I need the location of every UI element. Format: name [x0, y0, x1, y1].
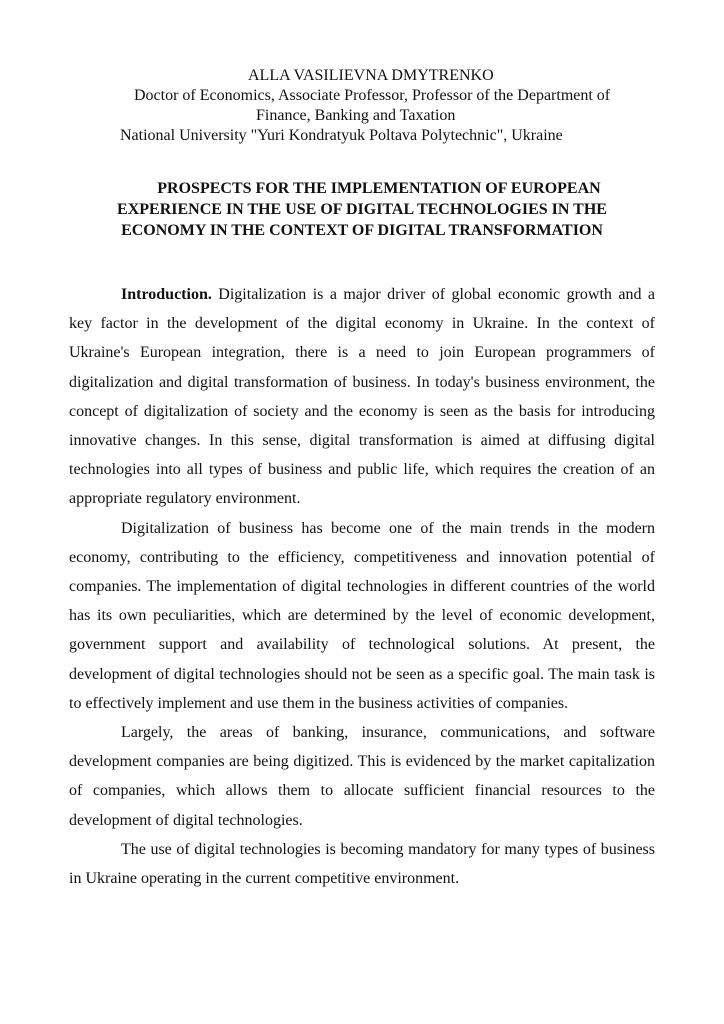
title-line-2: EXPERIENCE IN THE USE OF DIGITAL TECHNOLOGIES IN THE	[117, 201, 607, 218]
paper-title	[70, 178, 654, 241]
paragraph-introduction	[69, 280, 655, 514]
author-affiliation: National University "Yuri Kondratyuk Poltava Polytechnic", Ukraine	[120, 127, 563, 144]
intro-label: Introduction.	[121, 286, 212, 303]
paragraph-4: The use of digital technologies is becoming mandatory for many types of business in Ukraine operating in the current competitive environment.	[69, 840, 655, 888]
paragraph-1-text: Digitalization is a major driver of global economic growth and a key factor in the development of the digital economy in Ukraine. In the context of Ukraine's European integration, there is a need to join European programmers of digitalization and digital transformation of business. In today's business environment, the concept of digitalization of society and the economy is seen as the basis for introducing innovative changes. In this sense, digital transformation is aimed at diffusing digital technologies into all types of business and public life, which requires the creation of an appropriate regulatory environment.	[69, 286, 656, 508]
author-name: ALLA VASILIEVNA DMYTRENKO	[248, 67, 494, 84]
paragraph-2: Digitalization of business has become one of the main trends in the modern economy, contributing to the efficiency, competitiveness and innovation potential of companies. The implementation of digital technologies in different countries of the world has its own peculiarities, which are determined by the level of economic development, government support and availability of technological solutions. At present, the development of digital technologies should not be seen as a specific goal. The main task is to effectively implement and use them in the business activities of companies.	[69, 519, 655, 712]
author-position-line1: Doctor of Economics, Associate Professor, Professor of the Department of	[134, 87, 611, 104]
title-line-3: ECONOMY IN THE CONTEXT OF DIGITAL TRANSFORMATION	[121, 222, 603, 239]
author-position-line2: Finance, Banking and Taxation	[256, 107, 456, 124]
title-line-1: PROSPECTS FOR THE IMPLEMENTATION OF EUROPEAN	[157, 180, 601, 197]
paragraph-3: Largely, the areas of banking, insurance, communications, and software development companies are being digitized. This is evidenced by the market capitalization of companies, which allows them to allocate sufficient financial resources to the development of digital technologies.	[69, 724, 655, 829]
body-text	[69, 280, 655, 893]
author-block	[100, 66, 660, 146]
